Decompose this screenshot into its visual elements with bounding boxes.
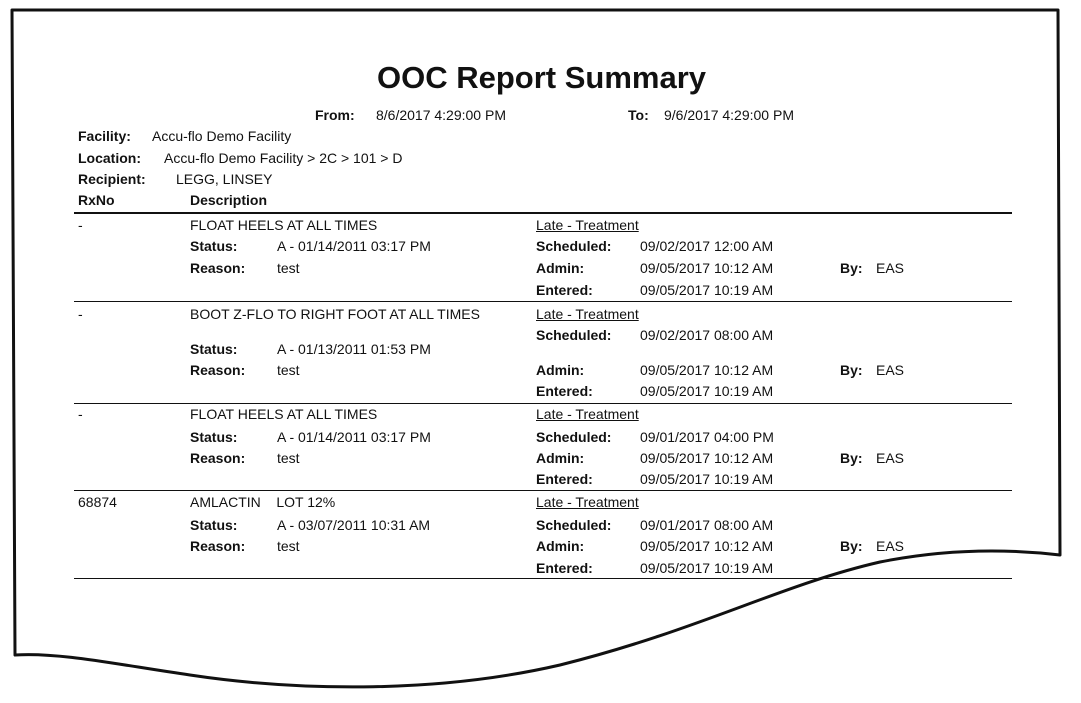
entry-entered: 09/05/2017 10:19 AM (640, 383, 774, 399)
facility-label: Facility: (78, 128, 131, 144)
report-title: OOC Report Summary (376, 60, 706, 95)
report-end-divider (74, 578, 1012, 579)
admin-label: Admin: (536, 362, 585, 378)
entry-description: AMLACTIN LOT 12% (190, 494, 336, 510)
entry-type: Late - Treatment (536, 217, 639, 233)
entry-admin: 09/05/2017 10:12 AM (640, 450, 774, 466)
entry-entered: 09/05/2017 10:19 AM (640, 560, 774, 576)
entered-label: Entered: (536, 383, 593, 399)
reason-label: Reason: (190, 362, 246, 378)
entry-reason: test (277, 260, 300, 276)
from-value: 8/6/2017 4:29:00 PM (376, 107, 506, 123)
entry-by: EAS (876, 538, 905, 554)
entry-scheduled: 09/02/2017 12:00 AM (640, 238, 774, 254)
admin-label: Admin: (536, 260, 585, 276)
entry-description: FLOAT HEELS AT ALL TIMES (190, 217, 378, 233)
entered-label: Entered: (536, 560, 593, 576)
entry-description: BOOT Z-FLO TO RIGHT FOOT AT ALL TIMES (190, 306, 480, 322)
entry-admin: 09/05/2017 10:12 AM (640, 538, 774, 554)
entry-reason: test (277, 450, 300, 466)
recipient-value: LEGG, LINSEY (176, 171, 273, 187)
entry-by: EAS (876, 450, 905, 466)
entry-reason: test (277, 538, 300, 554)
entry-divider (74, 301, 1012, 302)
entry-by: EAS (876, 362, 905, 378)
entry-by: EAS (876, 260, 905, 276)
entry-entered: 09/05/2017 10:19 AM (640, 282, 774, 298)
scheduled-label: Scheduled: (536, 238, 612, 254)
entry-status: A - 01/14/2011 03:17 PM (277, 238, 431, 254)
entry-rxno: - (78, 306, 83, 322)
entry-divider (74, 403, 1012, 404)
reason-label: Reason: (190, 260, 246, 276)
entry-scheduled: 09/01/2017 08:00 AM (640, 517, 774, 533)
entry-status: A - 03/07/2011 10:31 AM (277, 517, 431, 533)
admin-label: Admin: (536, 538, 585, 554)
entry-reason: test (277, 362, 300, 378)
entry-scheduled: 09/01/2017 04:00 PM (640, 429, 774, 445)
entry-type: Late - Treatment (536, 406, 639, 422)
entry-scheduled: 09/02/2017 08:00 AM (640, 327, 774, 343)
entry-type: Late - Treatment (536, 494, 639, 510)
entry-entered: 09/05/2017 10:19 AM (640, 471, 774, 487)
facility-value: Accu-flo Demo Facility (152, 128, 292, 144)
scheduled-label: Scheduled: (536, 429, 612, 445)
entered-label: Entered: (536, 282, 593, 298)
to-label: To: (628, 107, 649, 123)
entry-description: FLOAT HEELS AT ALL TIMES (190, 406, 378, 422)
reason-label: Reason: (190, 538, 246, 554)
header-divider (74, 212, 1012, 214)
status-label: Status: (190, 341, 238, 357)
scheduled-label: Scheduled: (536, 327, 612, 343)
entered-label: Entered: (536, 471, 593, 487)
from-label: From: (315, 107, 355, 123)
by-label: By: (840, 362, 863, 378)
entry-rxno: - (78, 406, 83, 422)
by-label: By: (840, 538, 863, 554)
entry-type: Late - Treatment (536, 306, 639, 322)
entry-rxno: 68874 (78, 494, 117, 510)
status-label: Status: (190, 429, 238, 445)
entry-status: A - 01/14/2011 03:17 PM (277, 429, 431, 445)
reason-label: Reason: (190, 450, 246, 466)
status-label: Status: (190, 238, 238, 254)
by-label: By: (840, 260, 863, 276)
to-value: 9/6/2017 4:29:00 PM (664, 107, 794, 123)
entry-admin: 09/05/2017 10:12 AM (640, 260, 774, 276)
column-header-rxno: RxNo (78, 192, 115, 208)
entry-divider (74, 490, 1012, 491)
location-value: Accu-flo Demo Facility > 2C > 101 > D (164, 150, 403, 166)
status-label: Status: (190, 517, 238, 533)
by-label: By: (840, 450, 863, 466)
admin-label: Admin: (536, 450, 585, 466)
entry-admin: 09/05/2017 10:12 AM (640, 362, 774, 378)
entry-rxno: - (78, 217, 83, 233)
recipient-label: Recipient: (78, 171, 146, 187)
scheduled-label: Scheduled: (536, 517, 612, 533)
location-label: Location: (78, 150, 141, 166)
column-header-description: Description (190, 192, 268, 208)
entry-status: A - 01/13/2011 01:53 PM (277, 341, 431, 357)
